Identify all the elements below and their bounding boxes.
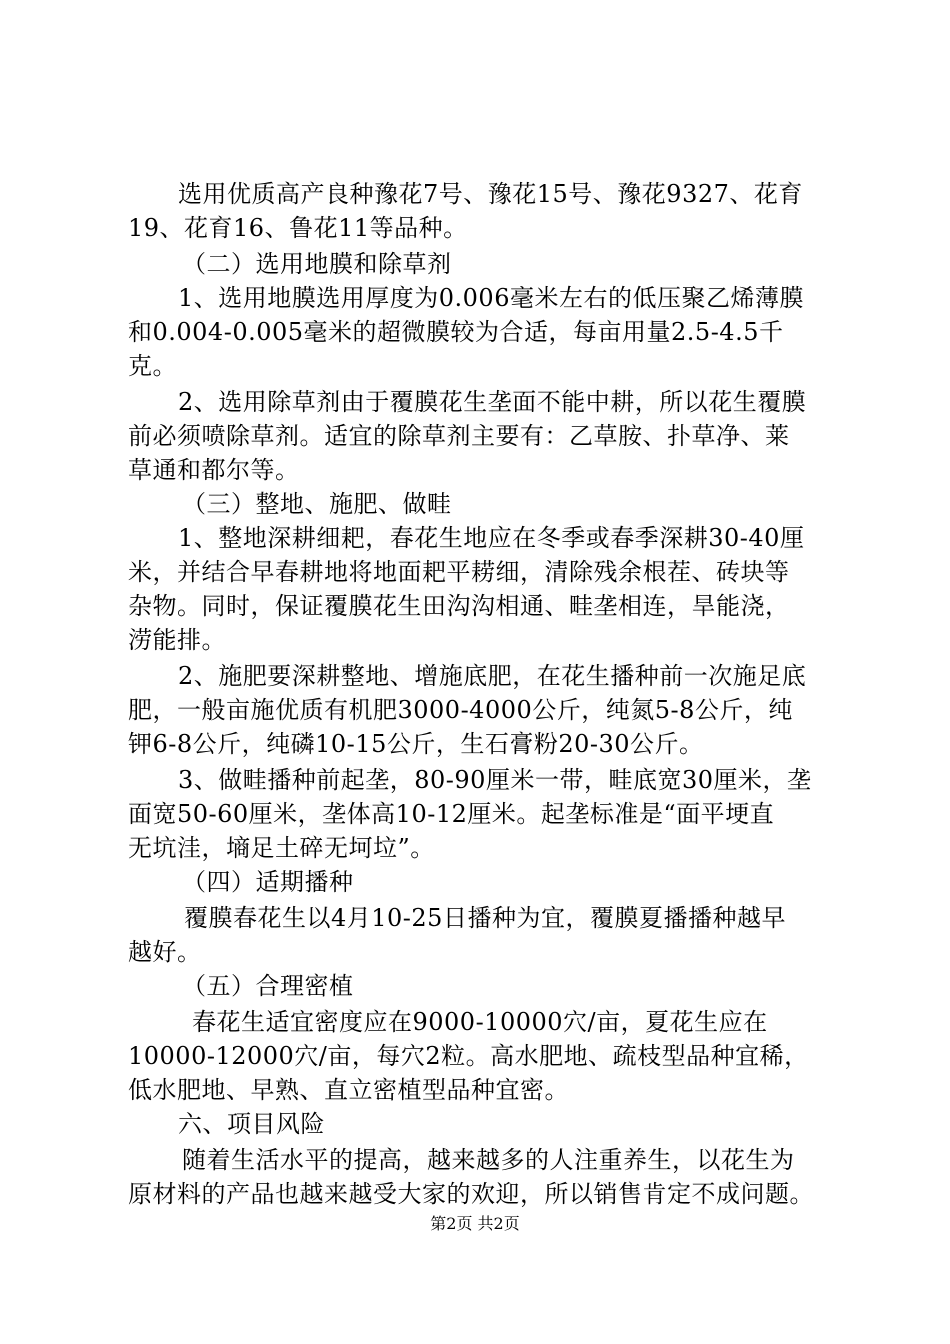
body-text-line: 米，并结合早春耕地将地面耙平耢细，清除残余根茬、砖块等	[128, 558, 790, 586]
body-text-line: 涝能排。	[128, 626, 226, 654]
body-text-line: 面宽50-60厘米，垄体高10-12厘米。起垄标准是“面平埂直	[128, 800, 775, 828]
section-heading: 六、项目风险	[178, 1110, 325, 1138]
body-text-line: 原材料的产品也越来越受大家的欢迎，所以销售肯定不成问题。	[128, 1180, 814, 1208]
body-text-line: 克。	[128, 352, 177, 380]
body-text-line: 无坑洼，墒足土碎无坷垃”。	[128, 834, 435, 862]
section-heading: （四）适期播种	[182, 868, 354, 896]
body-text-line: 春花生适宜密度应在9000-10000穴/亩，夏花生应在	[192, 1008, 768, 1036]
body-text-line: 1、选用地膜选用厚度为0.006毫米左右的低压聚乙烯薄膜	[178, 284, 804, 312]
section-heading: （三）整地、施肥、做畦	[182, 490, 452, 518]
body-text-line: 1、整地深耕细耙，春花生地应在冬季或春季深耕30-40厘	[178, 524, 805, 552]
body-text-line: 随着生活水平的提高，越来越多的人注重养生，以花生为	[182, 1146, 795, 1174]
body-text-line: 2、施肥要深耕整地、增施底肥，在花生播种前一次施足底	[178, 662, 807, 690]
body-text-line: 肥，一般亩施优质有机肥3000-4000公斤，纯氮5-8公斤，纯	[128, 696, 793, 724]
page-number-footer: 第2页 共2页	[430, 1214, 520, 1233]
body-text-line: 19、花育16、鲁花11等品种。	[128, 214, 468, 242]
body-text-line: 和0.004-0.005毫米的超微膜较为合适，每亩用量2.5-4.5千	[128, 318, 784, 346]
body-text-line: 杂物。同时，保证覆膜花生田沟沟相通、畦垄相连，旱能浇，	[128, 592, 790, 620]
body-text-line: 3、做畦播种前起垄，80-90厘米一带，畦底宽30厘米，垄	[178, 766, 812, 794]
body-text-line: 钾6-8公斤，纯磷10-15公斤，生石膏粉20-30公斤。	[128, 730, 704, 758]
body-text-line: 草通和都尔等。	[128, 456, 300, 484]
body-text-line: 前必须喷除草剂。适宜的除草剂主要有：乙草胺、扑草净、莱	[128, 422, 790, 450]
body-text-line: 低水肥地、早熟、直立密植型品种宜密。	[128, 1076, 569, 1104]
body-text-line: 10000-12000穴/亩，每穴2粒。高水肥地、疏枝型品种宜稀，	[128, 1042, 809, 1070]
body-text-line: 覆膜春花生以4月10-25日播种为宜，覆膜夏播播种越早	[184, 904, 786, 932]
body-text-line: 越好。	[128, 938, 202, 966]
body-text-line: 2、选用除草剂由于覆膜花生垄面不能中耕，所以花生覆膜	[178, 388, 807, 416]
body-text-line: 选用优质高产良种豫花7号、豫花15号、豫花9327、花育	[178, 180, 803, 208]
section-heading: （二）选用地膜和除草剂	[182, 250, 452, 278]
section-heading: （五）合理密植	[182, 972, 354, 1000]
